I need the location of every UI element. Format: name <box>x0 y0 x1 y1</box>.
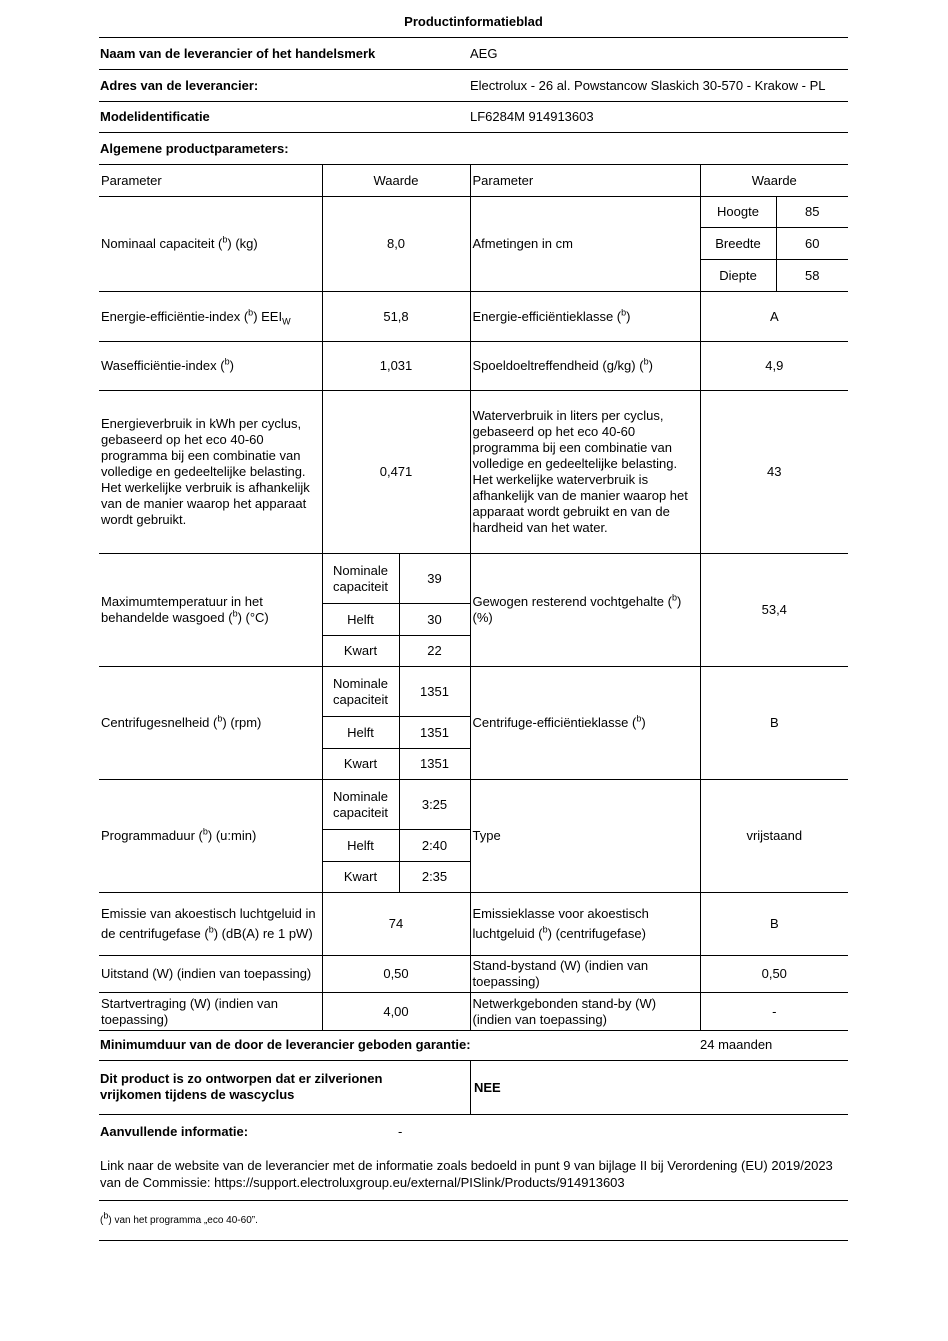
height-label: Hoogte <box>700 197 776 228</box>
spin-rated-label: Nominale capaciteit <box>322 667 399 717</box>
temp-half-label: Helft <box>322 604 399 636</box>
energy-consumption-label: Energieverbruik in kWh per cyclus, gebaseerd op het eco 40-60 programma bij een combinatie van volledige en gedeeltelijke belasting. Het werkelijke verbruik is afhankelijk van de manier waarop het apparaat wordt gebruikt. <box>99 391 322 554</box>
supplier-name-value: AEG <box>470 46 498 61</box>
temp-quarter-label: Kwart <box>322 636 399 667</box>
moisture-label: Gewogen resterend vochtgehalte ($^b$) (%) <box>470 554 700 667</box>
divider <box>99 1240 848 1241</box>
water-consumption-value: 43 <box>700 391 848 554</box>
max-temp-label: Maximumtemperatuur in het behandelde wasgoed ($^b$) (°C) <box>99 554 322 667</box>
model-row <box>99 101 848 133</box>
delay-start-label: Startvertraging (W) (indien van toepassing) <box>99 993 322 1031</box>
header-parameter-2: Parameter <box>470 165 700 197</box>
temp-rated-label: Nominale capaciteit <box>322 554 399 604</box>
model-value: LF6284M 914913603 <box>470 109 594 124</box>
model-label: Modelidentificatie <box>100 109 210 124</box>
noise-emission-label: Emissie van akoestisch luchtgeluid in de centrifugefase ($^b$) (dB(A) re 1 pW) <box>99 893 322 956</box>
noise-class-value: B <box>700 893 848 956</box>
standby-label: Stand-bystand (W) (indien van toepassing) <box>470 956 700 993</box>
spin-rated-value: 1351 <box>399 667 470 717</box>
wash-index-label: Wasefficiëntie-index ($^b$) <box>99 342 322 391</box>
spin-quarter-value: 1351 <box>399 749 470 780</box>
program-duration-label: Programmaduur ($^b$) (u:min) <box>99 780 322 893</box>
header-parameter: Parameter <box>99 165 322 197</box>
duration-quarter-value: 2:35 <box>399 862 470 893</box>
supplier-name-label: Naam van de leverancier of het handelsmerk <box>100 46 376 61</box>
additional-info-label: Aanvullende informatie: <box>100 1124 249 1139</box>
duration-half-label: Helft <box>322 830 399 862</box>
table-row <box>99 667 848 717</box>
temp-quarter-value: 22 <box>399 636 470 667</box>
silver-ions-value: NEE <box>474 1080 501 1095</box>
table-row <box>99 342 848 391</box>
table-row <box>99 956 848 993</box>
energy-consumption-value: 0,471 <box>322 391 470 554</box>
eei-value: 51,8 <box>322 292 470 342</box>
rinse-value: 4,9 <box>700 342 848 391</box>
duration-quarter-label: Kwart <box>322 862 399 893</box>
spin-quarter-label: Kwart <box>322 749 399 780</box>
spin-half-value: 1351 <box>399 717 470 749</box>
divider <box>470 1061 471 1114</box>
supplier-address-label: Adres van de leverancier: <box>100 78 259 93</box>
energy-class-label: Energie-efficiëntieklasse ($^b$) <box>470 292 700 342</box>
header-value-2: Waarde <box>700 165 848 197</box>
spin-class-label: Centrifuge-efficiëntieklasse ($^b$) <box>470 667 700 780</box>
off-mode-label: Uitstand (W) (indien van toepassing) <box>99 956 322 993</box>
additional-info-value: - <box>398 1124 403 1139</box>
warranty-label: Minimumduur van de door de leverancier geboden garantie: <box>100 1037 471 1052</box>
divider <box>99 1200 848 1201</box>
spin-class-value: B <box>700 667 848 780</box>
eei-label: Energie-efficiëntie-index ($^b$) $EEI_W$ <box>99 292 322 342</box>
table-row <box>99 780 848 830</box>
type-value: vrijstaand <box>700 780 848 893</box>
wash-index-value: 1,031 <box>322 342 470 391</box>
temp-half-value: 30 <box>399 604 470 636</box>
supplier-address-row <box>99 70 848 102</box>
spin-half-label: Helft <box>322 717 399 749</box>
dimensions-label: Afmetingen in cm <box>470 197 700 292</box>
energy-class-value: A <box>700 292 848 342</box>
water-consumption-label: Waterverbruik in liters per cyclus, gebaseerd op het eco 40-60 programma bij een combinatie van volledige en gedeeltelijke belasting. Het werkelijke waterverbruik is afhankelijk van de manier waarop het apparaat wordt gebruikt en van de hardheid van het water. <box>470 391 700 554</box>
duration-rated-label: Nominale capaciteit <box>322 780 399 830</box>
general-params-row <box>99 133 848 164</box>
height-value: 85 <box>776 197 848 228</box>
silver-ions-row <box>99 1061 848 1115</box>
off-mode-value: 0,50 <box>322 956 470 993</box>
depth-value: 58 <box>776 260 848 292</box>
capacity-value: 8,0 <box>322 197 470 292</box>
warranty-value: 24 maanden <box>700 1037 773 1052</box>
table-row <box>99 554 848 604</box>
parameters-table <box>99 164 848 1031</box>
standby-value: 0,50 <box>700 956 848 993</box>
footnote: ($^b$) van het programma „eco 40-60”. <box>100 1210 258 1226</box>
table-row <box>99 391 848 554</box>
noise-emission-value: 74 <box>322 893 470 956</box>
general-params-label: Algemene productparameters: <box>100 141 289 156</box>
moisture-value: 53,4 <box>700 554 848 667</box>
spin-speed-label: Centrifugesnelheid ($^b$) (rpm) <box>99 667 322 780</box>
supplier-name-row <box>99 38 848 70</box>
page-title: Productinformatieblad <box>404 14 543 29</box>
rinse-label: Spoeldoeltreffendheid (g/kg) ($^b$) <box>470 342 700 391</box>
warranty-row <box>99 1029 848 1061</box>
width-value: 60 <box>776 228 848 260</box>
type-label: Type <box>470 780 700 893</box>
delay-start-value: 4,00 <box>322 993 470 1031</box>
network-standby-label: Netwerkgebonden stand-by (W) (indien van toepassing) <box>470 993 700 1031</box>
header-value: Waarde <box>322 165 470 197</box>
table-row <box>99 993 848 1031</box>
supplier-website-link[interactable]: Link naar de website van de leverancier met de informatie zoals bedoeld in punt 9 van bijlage II bij Verordening (EU) 2019/2023 van de Commissie: https://support.electroluxgroup.eu/external/PISlink/Products/914913603 <box>100 1158 833 1190</box>
supplier-address-value: Electrolux - 26 al. Powstancow Slaskich 30-570 - Krakow - PL <box>470 78 826 93</box>
duration-half-value: 2:40 <box>399 830 470 862</box>
noise-class-label: Emissieklasse voor akoestisch luchtgeluid ($^b$) (centrifugefase) <box>470 893 700 956</box>
table-row <box>99 292 848 342</box>
network-standby-value: - <box>700 993 848 1031</box>
width-label: Breedte <box>700 228 776 260</box>
table-row <box>99 893 848 956</box>
capacity-label: Nominaal capaciteit ($^b$) (kg) <box>99 197 322 292</box>
table-row <box>99 197 848 228</box>
silver-ions-label: Dit product is zo ontworpen dat er zilverionen vrijkomen tijdens de wascyclus <box>100 1071 383 1102</box>
duration-rated-value: 3:25 <box>399 780 470 830</box>
table-header-row <box>99 165 848 197</box>
depth-label: Diepte <box>700 260 776 292</box>
temp-rated-value: 39 <box>399 554 470 604</box>
